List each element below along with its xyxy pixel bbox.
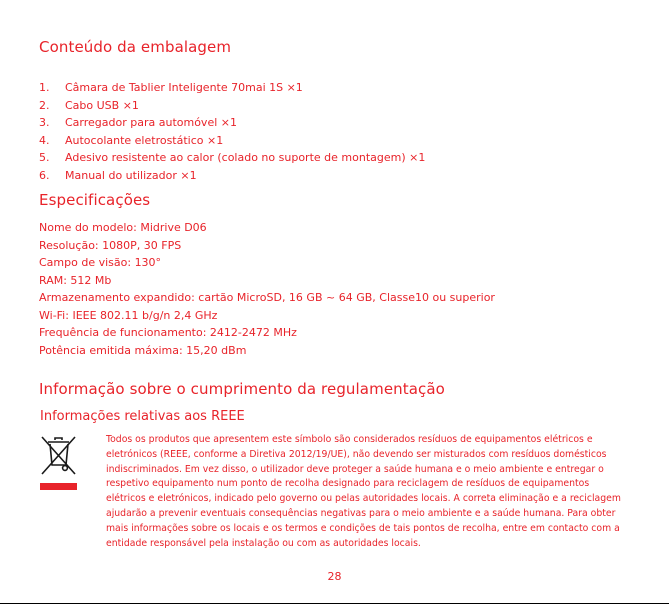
package-item (39, 97, 425, 115)
package-item-number: 1. (39, 81, 50, 94)
page-bottom-rule (0, 603, 669, 604)
package-item-number: 6. (39, 168, 50, 182)
package-item (39, 132, 425, 150)
package-item-text: Câmara de Tablier Inteligente 70mai 1S ×1 (65, 81, 303, 94)
spec-row: Potência emitida máxima: 15,20 dBm (39, 343, 247, 357)
package-item-number: 5. (39, 151, 50, 164)
spec-row: Armazenamento expandido: cartão MicroSD, 16 GB ~ 64 GB, Classe10 ou superior (39, 291, 495, 304)
package-contents-heading: Conteúdo da embalagem (39, 38, 232, 56)
package-item-number: 2. (39, 98, 50, 112)
package-item (39, 114, 425, 132)
spec-row: Campo de visão: 130° (39, 256, 162, 269)
package-item (39, 167, 425, 185)
page-number: 28 (327, 570, 342, 583)
package-item-text: Carregador para automóvel ×1 (65, 116, 237, 129)
specifications-heading: Especificações (39, 191, 151, 209)
package-item (39, 149, 425, 167)
spec-row: Nome do modelo: Midrive D06 (39, 221, 207, 234)
weee-heading: Informações relativas aos REEE (40, 409, 245, 424)
spec-row: RAM: 512 Mb (39, 273, 112, 287)
spec-row: Frequência de funcionamento: 2412-2472 MHz (39, 326, 297, 339)
package-item-number: 3. (39, 116, 50, 129)
weee-paragraph: Todos os produtos que apresentem este símbolo são considerados resíduos de equipamentos elétricos e eletrónicos (REEE, conforme a Diretiva 2012/19/UE), não devendo ser misturados com resíduos domésticos indiscriminados. Em vez disso, o utilizador deve proteger a saúde humana e o meio ambiente e entregar o respetivo equipamento num ponto de recolha designado para reciclagem de resíduos de equipamentos elétricos e eletrónicos, indicado pelo governo ou pelas autoridades locais. A correta eliminação e a reciclagem ajudarão a prevenir eventuais consequências negativas para o meio ambiente e a saúde humana. Para obter mais informações sobre os locais e os termos e condições de tais pontos de recolha, entre em contacto com a entidade responsável pela instalação ou com as autoridades locais. (106, 434, 621, 549)
compliance-heading: Informação sobre o cumprimento da regulamentação (39, 380, 445, 398)
package-item (39, 79, 425, 97)
package-item-text: Adesivo resistente ao calor (colado no suporte de montagem) ×1 (65, 151, 426, 164)
specifications-list (39, 219, 495, 359)
package-item-text: Manual do utilizador ×1 (65, 168, 197, 182)
package-item-text: Autocolante eletrostático ×1 (65, 133, 224, 147)
package-contents-list (39, 79, 425, 184)
spec-row: Resolução: 1080P, 30 FPS (39, 238, 182, 252)
crossed-out-wheeled-bin-icon (39, 434, 79, 492)
package-item-number: 4. (39, 133, 50, 147)
package-item-text: Cabo USB ×1 (65, 98, 139, 112)
spec-row: Wi-Fi: IEEE 802.11 b/g/n 2,4 GHz (39, 308, 218, 322)
